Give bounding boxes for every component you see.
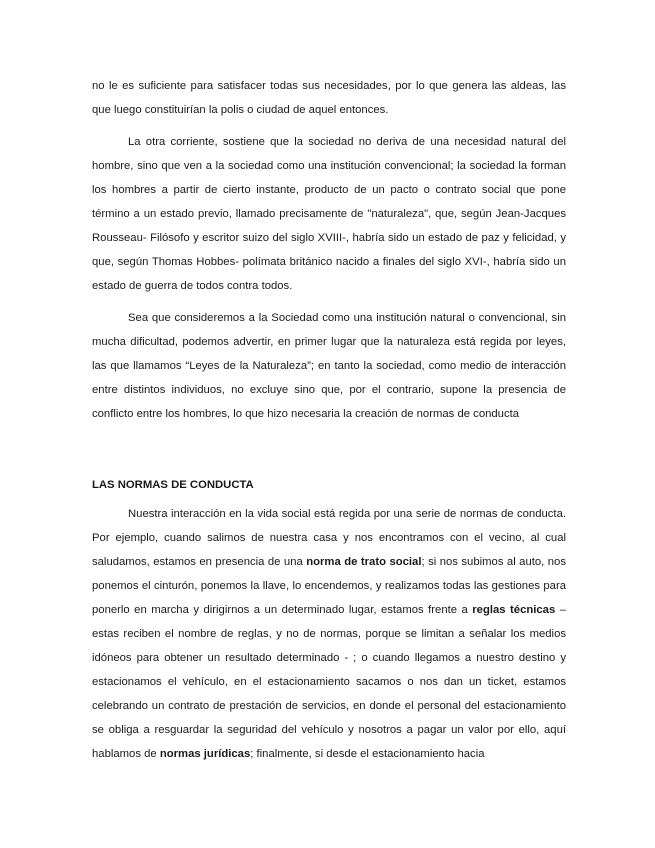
paragraph-1: no le es suficiente para satisfacer todas sus necesidades, por lo que genera las aldeas, las que luego constituirían la polis o ciudad de aquel entonces. [92, 80, 566, 116]
paragraph-3: Sea que consideremos a la Sociedad como una institución natural o convencional, sin mucha dificultad, podemos advertir, en primer lugar que la naturaleza está regida por leyes, las que llamamos “Leyes de la Naturaleza”; en tanto la sociedad, como medio de interacción entre distintos individuos, no excluye sino que, por el contrario, supone la presencia de conflicto entre los hombres, lo que hizo necesaria la creación de normas de conducta [92, 312, 566, 420]
bold-term-normas-juridicas: normas jurídicas [159, 748, 251, 760]
section-heading: LAS NORMAS DE CONDUCTA [92, 479, 254, 491]
paragraph-4-text-3: – estas reciben el nombre de reglas, y no de normas, porque se limitan a señalar los medios idóneos para obtener un resultado determinado - ; o cuando llegamos a nuestro destino y estacionamos el vehículo, en el estacionamiento sacamos o nos dan un ticket, estamos celebrando un contrato de prestación de servicios, en donde el personal del estacionamiento se obliga a resguardar la seguridad del vehículo y nosotros a pagar un valor por ello, aquí hablamos de [92, 604, 567, 760]
bold-term-reglas-tecnicas: reglas técnicas [472, 604, 556, 616]
paragraph-4-text-2: ; si nos subimos al auto, nos ponemos el cinturón, ponemos la llave, lo encendemos, y realizamos todas las gestiones para ponerlo en marcha y dirigirnos a un determinado lugar, estamos frente a [92, 556, 566, 616]
bold-term-trato-social: norma de trato social [306, 556, 422, 568]
paragraph-4-text-1: Nuestra interacción en la vida social está regida por una serie de normas de conducta. Por ejemplo, cuando salimos de nuestra casa y nos encontramos con el vecino, al cual saludamos, estamos en presencia de una [92, 508, 566, 568]
paragraph-2: La otra corriente, sostiene que la sociedad no deriva de una necesidad natural del hombre, sino que ven a la sociedad como una institución convencional; la sociedad la forman los hombres a partir de cierto instante, producto de un pacto o contrato social que pone término a un estado previo, llamado precisamente de "naturaleza", que, según Jean-Jacques Rousseau- Filósofo y escritor suizo del siglo XVIII-, habría sido un estado de paz y felicidad, y que, según Thomas Hobbes- polímata británico nacido a finales del siglo XVI-, habría sido un estado de guerra de todos contra todos. [92, 136, 566, 292]
paragraph-4-text-4: ; finalmente, si desde el estacionamiento hacia [250, 748, 485, 760]
paragraph-4 [92, 502, 566, 766]
